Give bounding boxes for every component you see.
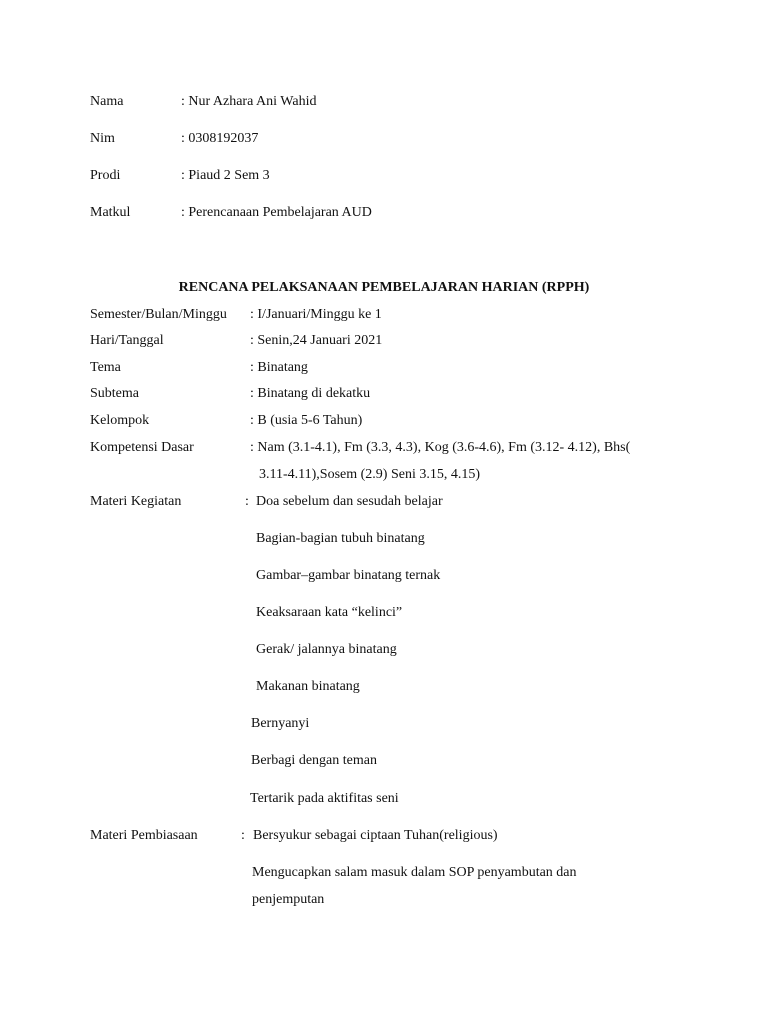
materi-kegiatan-item: Makanan binatang <box>256 679 360 694</box>
materi-pembiasaan-item: penjemputan <box>252 892 325 907</box>
materi-pembiasaan-item: Bersyukur sebagai ciptaan Tuhan(religious) <box>253 828 498 843</box>
prodi-label: Prodi <box>90 168 121 183</box>
kompetensi-label: Kompetensi Dasar <box>90 440 194 455</box>
nim-label: Nim <box>90 131 115 146</box>
materi-kegiatan-item: Tertarik pada aktifitas seni <box>250 791 399 806</box>
materi-kegiatan-item: Berbagi dengan teman <box>251 753 377 768</box>
materi-pembiasaan-item: Mengucapkan salam masuk dalam SOP penyambutan dan <box>252 865 577 880</box>
materi-pembiasaan-label: Materi Pembiasaan <box>90 828 198 843</box>
hari-tanggal-label: Hari/Tanggal <box>90 333 164 348</box>
matkul-value: : Perencanaan Pembelajaran AUD <box>181 205 372 220</box>
materi-kegiatan-item: Doa sebelum dan sesudah belajar <box>256 494 443 509</box>
nim-value: : 0308192037 <box>181 131 259 146</box>
kompetensi-value-line-2: 3.11-4.11),Sosem (2.9) Seni 3.15, 4.15) <box>259 467 480 482</box>
materi-kegiatan-item: Keaksaraan kata “kelinci” <box>256 605 403 620</box>
subtema-value: : Binatang di dekatku <box>250 386 371 401</box>
tema-value: : Binatang <box>250 360 308 375</box>
kompetensi-value-line-1: : Nam (3.1-4.1), Fm (3.3, 4.3), Kog (3.6-4.6), Fm (3.12- 4.12), Bhs( <box>250 440 631 455</box>
materi-kegiatan-item: Bagian-bagian tubuh binatang <box>256 531 425 546</box>
materi-kegiatan-item: Gerak/ jalannya binatang <box>256 642 397 657</box>
matkul-label: Matkul <box>90 205 131 220</box>
nama-value: : Nur Azhara Ani Wahid <box>181 94 317 109</box>
kelompok-value: : B (usia 5-6 Tahun) <box>250 413 363 428</box>
hari-tanggal-value: : Senin,24 Januari 2021 <box>250 333 383 348</box>
materi-kegiatan-colon: : <box>245 494 249 509</box>
materi-kegiatan-label: Materi Kegiatan <box>90 494 182 509</box>
subtema-label: Subtema <box>90 386 139 401</box>
nama-label: Nama <box>90 94 124 109</box>
semester-label: Semester/Bulan/Minggu <box>90 307 227 322</box>
prodi-value: : Piaud 2 Sem 3 <box>181 168 270 183</box>
semester-value: : I/Januari/Minggu ke 1 <box>250 307 382 322</box>
document-title: RENCANA PELAKSANAAN PEMBELAJARAN HARIAN (RPPH) <box>178 280 590 295</box>
materi-pembiasaan-colon: : <box>241 828 245 843</box>
materi-kegiatan-item: Gambar–gambar binatang ternak <box>256 568 441 583</box>
materi-kegiatan-item: Bernyanyi <box>251 716 310 731</box>
tema-label: Tema <box>90 360 121 375</box>
kelompok-label: Kelompok <box>90 413 150 428</box>
